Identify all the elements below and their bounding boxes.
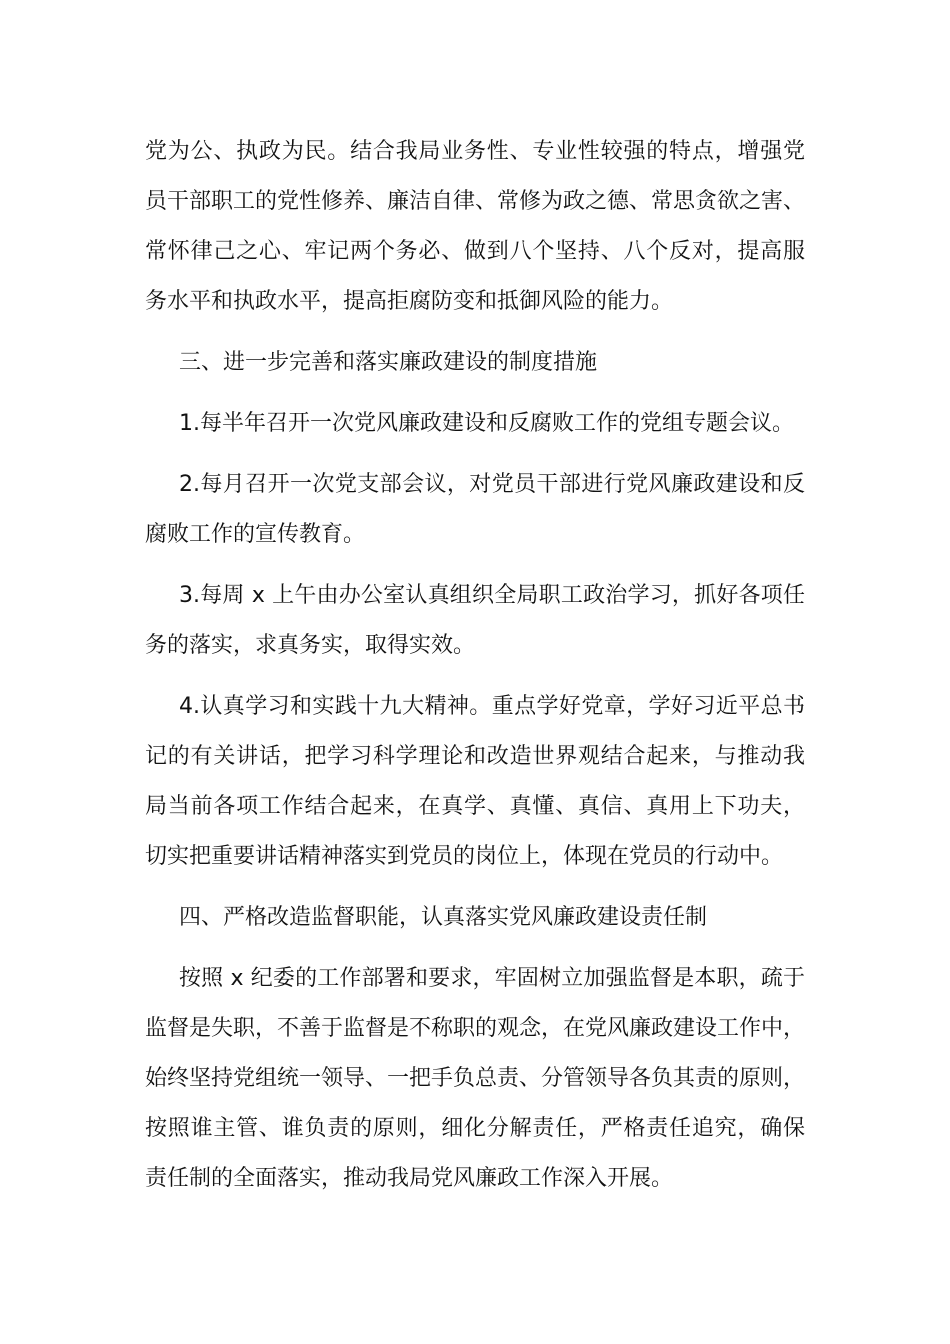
text-line: 3.每周 x 上午由办公室认真组织全局职工政治学习，抓好各项任	[179, 583, 805, 608]
section-heading-4	[145, 893, 805, 943]
heading-text: 四、严格改造监督职能，认真落实党风廉政建设责任制	[179, 905, 708, 930]
section-4-body	[145, 954, 805, 1204]
text-line: 按照 x 纪委的工作部署和要求，牢固树立加强监督是本职，疏于	[179, 966, 805, 991]
text-line: 4.认真学习和实践十九大精神。重点学好党章，学好习近平总书	[179, 694, 805, 719]
text-line: 员干部职工的党性修养、廉洁自律、常修为政之德、常思贪欲之害、	[145, 189, 806, 214]
text-line: 党为公、执政为民。结合我局业务性、专业性较强的特点，增强党	[145, 139, 805, 164]
list-item-1	[145, 399, 805, 449]
document-body	[145, 127, 805, 1204]
text-line: 务水平和执政水平，提高拒腐防变和抵御风险的能力。	[145, 289, 674, 314]
list-item-2	[145, 460, 805, 560]
text-line: 监督是失职，不善于监督是不称职的观念，在党风廉政建设工作中，	[145, 1016, 806, 1041]
text-line: 责任制的全面落实，推动我局党风廉政工作深入开展。	[145, 1166, 674, 1191]
text-line: 1.每半年召开一次党风廉政建设和反腐败工作的党组专题会议。	[179, 411, 794, 436]
paragraph-intro-continued	[145, 127, 805, 327]
text-line: 按照谁主管、谁负责的原则，细化分解责任，严格责任追究，确保	[145, 1116, 805, 1141]
list-item-3	[145, 571, 805, 671]
list-item-4	[145, 682, 805, 882]
text-line: 记的有关讲话，把学习科学理论和改造世界观结合起来，与推动我	[145, 744, 805, 769]
text-line: 始终坚持党组统一领导、一把手负总责、分管领导各负其责的原则，	[145, 1066, 806, 1091]
text-line: 2.每月召开一次党支部会议，对党员干部进行党风廉政建设和反	[179, 472, 805, 497]
text-line: 局当前各项工作结合起来，在真学、真懂、真信、真用上下功夫，	[145, 794, 805, 819]
text-line: 务的落实，求真务实，取得实效。	[145, 633, 476, 658]
heading-text: 三、进一步完善和落实廉政建设的制度措施	[179, 350, 598, 375]
text-line: 腐败工作的宣传教育。	[145, 522, 366, 547]
text-line: 切实把重要讲话精神落实到党员的岗位上，体现在党员的行动中。	[145, 844, 784, 869]
text-line: 常怀律己之心、牢记两个务必、做到八个坚持、八个反对，提高服	[145, 239, 805, 264]
section-heading-3	[145, 338, 805, 388]
